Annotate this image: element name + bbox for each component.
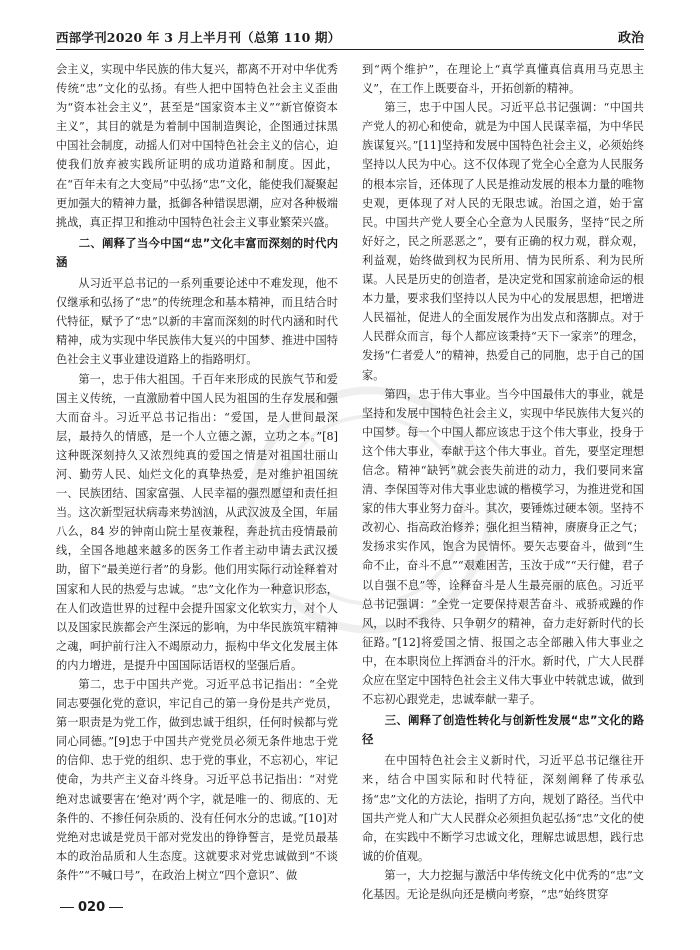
section-heading: 二、阐释了当今中国“忠”文化丰富而深刻的时代内涵 (56, 235, 338, 269)
paragraph: 从习近平总书记的一系列重要论述中不难发现，他不仅继承和弘扬了“忠”的传统理念和基本精神，而且结合时代特征，赋予了“忠”以新的丰富而深刻的时代内涵和时代精神，成为实现中华民族伟大复兴的中国梦、推进中国特色社会主义事业建设道路上的指路明灯。 (56, 277, 338, 367)
paragraph: 到“两个维护”，在理论上“真学真懂真信真用马克思主义”，在工作上既要奋斗，开拓创新的精神。 (362, 63, 644, 96)
left-column (56, 60, 338, 880)
section-heading: 三、阐释了创造性转化与创新性发展“忠”文化的路径 (362, 713, 644, 747)
footer-dash-right (109, 907, 123, 908)
paragraph: 第二，忠于中国共产党。习近平总书记指出：“全党同志要强化党的意识，牢记自己的第一身份是共产党员，第一职责是为党工作，做到忠诚于组织，任何时候都与党同心同德。”[9]忠于中国共产党党员必须无条件地忠于党的信仰、忠于党的组织、忠于党的事业，不忘初心，牢记使命，为共产主义奋斗终身。习近平总书记指出：“对党绝对忠诚要害在‘绝对’两个字，就是唯一的、彻底的、无条件的、不掺任何杂质的、没有任何水分的忠诚。”[10]对党绝对忠诚是党员干部对党发出的铮铮誓言，是党员最基本的政治品质和人生态度。这就要求对党忠诚做到“不谈条件”“不喊口号”，在政治上树立“四个意识”、做 (56, 678, 338, 882)
journal-issue: 西部学刊2020 年 3 月上半月刊（总第 110 期） (56, 30, 341, 45)
paragraph: 在中国特色社会主义新时代，习近平总书记继往开来，结合中国实际和时代特征，深刻阐释了传承弘扬“忠”文化的方法论，指明了方向，规划了路径。当代中国共产党人和广大人民群众必须担负起弘扬“忠”文化的使命，在实践中不断学习忠诚文化，理解忠诚思想，践行忠诚的价值观。 (362, 754, 644, 863)
paragraph: 第三，忠于中国人民。习近平总书记强调：“中国共产党人的初心和使命，就是为中国人民谋幸福，为中华民族谋复兴。”[11]坚持和发展中国特色社会主义，必须始终坚持以人民为中心。这不仅体现了党全心全意为人民服务的根本宗旨，还体现了人民是推动发展的根本力量的唯物史观，更体现了对人民的无限忠诚。治国之道，始于富民。中国共产党人要全心全意为人民服务，坚持“民之所好好之，民之所恶恶之”，要有正确的权力观，群众观，利益观，始终做到权为民所用、情为民所系、利为民所谋。人民是历史的创造者，是决定党和国家前途命运的根本力量，要求我们坚持以人民为中心的发展思想，把增进人民福祉，促进人的全面发展作为出发点和落脚点。对于人民群众而言，每个人都应该秉持“天下一家亲”的理念，发扬“仁者爱人”的精神，热爱自己的同胞，忠于自己的国家。 (362, 101, 644, 382)
footer-dash-left (60, 907, 74, 908)
page-number: 020 (78, 900, 106, 915)
page-footer (56, 900, 127, 915)
paragraph: 第四，忠于伟大事业。当今中国最伟大的事业，就是坚持和发展中国特色社会主义，实现中华民族伟大复兴的中国梦。每一个中国人都应该忠于这个伟大事业，投身于这个伟大事业，奉献于这个伟大事业。首先，要坚定理想信念。精神“缺钙”就会丧失前进的动力，我们要同来富清、李保国等对伟大事业忠诚的楷模学习，为推进党和国家的伟大事业努力奋斗。其次，要锤炼过硬本领。坚持不改初心、指高政治修养；强化担当精神，赓赓身正之气；发扬求实作风，饱含为民情怀。要矢志要奋斗，做到“生命不止，奋斗不息”“艰难困苦，玉汝于成”“天行健，君子以自强不息”等，诠释奋斗是人生最亮丽的底色。习近平总书记强调：“全党一定要保持艰苦奋斗、戒骄戒躁的作风，以时不我待、只争朝夕的精神，奋力走好新时代的长征路。”[12]将爱国之情、报国之志全部融入伟大事业之中，在本职岗位上挥洒奋斗的汗水。新时代，广大人民群众应在坚定中国特色社会主义伟大事业中转就忠诚，做到不忘初心跟党走，忠诚奉献一辈子。 (362, 387, 644, 707)
paragraph: 第一，大力挖掘与激活中华传统文化中优秀的“忠”文化基因。无论是纵向还是横向考察，“忠”始终贯穿 (362, 868, 644, 902)
right-column (362, 60, 644, 902)
running-header (56, 22, 644, 50)
paragraph: 第一，忠于伟大祖国。千百年来形成的民族气节和爱国主义传统，一直激励着中国人民为祖国的生存发展和强大而奋斗。习近平总书记指出：“爱国，是人世间最深层，最持久的情感，是一个人立德之源，立功之本。”[8]这种既深刻持久又浓烈纯真的爱国之情是对祖国壮丽山河、勤劳人民、灿烂文化的真挚热爱，是对维护祖国统一、民族团结、国家富强、人民幸福的强烈愿望和责任担当。这次新型冠状病毒来势汹汹，从武汉波及全国，年届八么，84 岁的钟南山院士星夜兼程，奔赴抗击疫情最前线，全国各地越来越多的医务工作者主动申请去武汉援助，留下“最美逆行者”的身影。他们用实际行动诠释着对国家和人民的热爱与忠诚。“忠”文化作为一种意识形态，在人们改造世界的过程中会提升国家文化软实力，对个人以及国家民族都会产生深远的影响，为中华民族筑牢精神之魂，呵护前行注入不竭原动力，振构中华文化发展主体的内力增进，是提升中国国际话语权的坚强后盾。 (56, 372, 338, 672)
paragraph: 会主义，实现中华民族的伟大复兴，都离不开对中华优秀传统“忠”文化的弘扬。有些人把中国特色社会主义歪曲为“资本社会主义”，甚至是“国家资本主义”“新官僚资本主义”，其目的就是为着制中国制造舆论，企图通过抹黑中国社会制度，动摇人们对中国特色社会主义的信心，迫使我们放弃被实践所证明的成功道路和制度。因此，在“百年未有之大变局”中弘扬“忠”文化，能使我们凝聚起更加强大的精神力量，抵御各种错误思潮，应对各种极端挑战，真正捍卫和推动中国特色社会主义事业繁荣兴盛。 (56, 63, 338, 229)
section-label: 政治 (617, 31, 644, 46)
